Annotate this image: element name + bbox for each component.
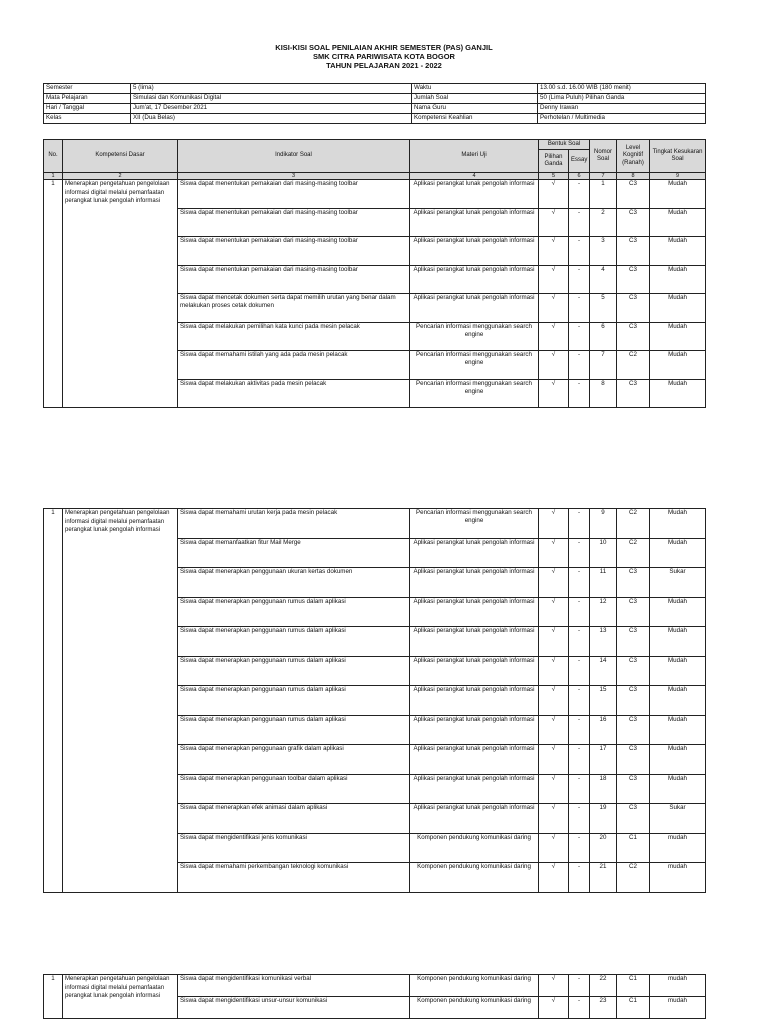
col-num: 1 xyxy=(44,173,63,180)
tingkat-kesukaran: Mudah xyxy=(650,656,706,686)
materi-uji: Aplikasi perangkat lunak pengolah informasi xyxy=(410,715,539,745)
nomor-soal: 17 xyxy=(590,745,617,775)
level-kognitif: C3 xyxy=(617,745,650,775)
level-kognitif: C3 xyxy=(617,379,650,408)
pilihan-ganda: √ xyxy=(539,237,569,266)
pilihan-ganda: √ xyxy=(539,208,569,237)
pilihan-ganda: √ xyxy=(539,975,569,997)
essay: - xyxy=(569,237,590,266)
materi-uji: Aplikasi perangkat lunak pengolah informasi xyxy=(410,208,539,237)
col-num: 4 xyxy=(410,173,539,180)
info-value: 5 (lima) xyxy=(131,84,412,94)
indikator-soal: Siswa dapat mengidentifikasi unsur-unsur komunikasi xyxy=(178,997,410,1019)
info-label: Kelas xyxy=(44,114,131,124)
nomor-soal: 23 xyxy=(590,997,617,1019)
info-label: Kompetensi Keahlian xyxy=(412,114,538,124)
nomor-soal: 12 xyxy=(590,597,617,627)
indikator-soal: Siswa dapat menentukan pemakaian dari masing-masing toolbar xyxy=(178,237,410,266)
materi-uji: Aplikasi perangkat lunak pengolah informasi xyxy=(410,538,539,568)
indikator-soal: Siswa dapat memahami istilah yang ada pada mesin pelacak xyxy=(178,351,410,380)
essay: - xyxy=(569,975,590,997)
materi-uji: Aplikasi perangkat lunak pengolah informasi xyxy=(410,774,539,804)
table-row xyxy=(44,975,706,997)
level-kognitif: C3 xyxy=(617,237,650,266)
info-label: Hari / Tanggal xyxy=(44,104,131,114)
nomor-soal: 8 xyxy=(590,379,617,408)
indikator-soal: Siswa dapat menerapkan penggunaan rumus dalam aplikasi xyxy=(178,715,410,745)
col-num: 3 xyxy=(178,173,410,180)
col-essay: Essay xyxy=(569,150,590,173)
essay: - xyxy=(569,294,590,323)
nomor-soal: 2 xyxy=(590,208,617,237)
essay: - xyxy=(569,180,590,209)
indikator-soal: Siswa dapat melakukan aktivitas pada mesin pelacak xyxy=(178,379,410,408)
tingkat-kesukaran: Mudah xyxy=(650,351,706,380)
tingkat-kesukaran: mudah xyxy=(650,975,706,997)
info-value: Simulasi dan Komunikasi Digital xyxy=(131,94,412,104)
materi-uji: Pencarian informasi menggunakan search engine xyxy=(410,379,539,408)
tingkat-kesukaran: Mudah xyxy=(650,538,706,568)
info-label: Nama Guru xyxy=(412,104,538,114)
school-year: TAHUN PELAJARAN 2021 - 2022 xyxy=(326,61,442,70)
table-row xyxy=(44,509,706,539)
materi-uji: Komponen pendukung komunikasi daring xyxy=(410,863,539,893)
essay: - xyxy=(569,997,590,1019)
pilihan-ganda: √ xyxy=(539,656,569,686)
kisi-table-3 xyxy=(43,974,706,1019)
pilihan-ganda: √ xyxy=(539,627,569,657)
col-bentuk: Bentuk Soal xyxy=(539,140,590,150)
nomor-soal: 16 xyxy=(590,715,617,745)
col-kd: Kompetensi Dasar xyxy=(63,140,178,173)
nomor-soal: 6 xyxy=(590,322,617,351)
col-tingkat: Tingkat Kesukaran Soal xyxy=(650,140,706,173)
info-row xyxy=(44,84,706,94)
level-kognitif: C3 xyxy=(617,568,650,598)
tingkat-kesukaran: Mudah xyxy=(650,237,706,266)
pilihan-ganda: √ xyxy=(539,568,569,598)
indikator-soal: Siswa dapat memanfaatkan fitur Mail Merge xyxy=(178,538,410,568)
essay: - xyxy=(569,379,590,408)
pilihan-ganda: √ xyxy=(539,804,569,834)
level-kognitif: C3 xyxy=(617,597,650,627)
nomor-soal: 11 xyxy=(590,568,617,598)
materi-uji: Aplikasi perangkat lunak pengolah informasi xyxy=(410,597,539,627)
level-kognitif: C1 xyxy=(617,833,650,863)
essay: - xyxy=(569,774,590,804)
essay: - xyxy=(569,538,590,568)
level-kognitif: C3 xyxy=(617,180,650,209)
level-kognitif: C1 xyxy=(617,975,650,997)
materi-uji: Aplikasi perangkat lunak pengolah informasi xyxy=(410,745,539,775)
materi-uji: Komponen pendukung komunikasi daring xyxy=(410,997,539,1019)
pilihan-ganda: √ xyxy=(539,997,569,1019)
level-kognitif: C3 xyxy=(617,208,650,237)
nomor-soal: 4 xyxy=(590,265,617,294)
level-kognitif: C2 xyxy=(617,538,650,568)
level-kognitif: C3 xyxy=(617,804,650,834)
essay: - xyxy=(569,597,590,627)
level-kognitif: C1 xyxy=(617,997,650,1019)
nomor-soal: 10 xyxy=(590,538,617,568)
pilihan-ganda: √ xyxy=(539,180,569,209)
indikator-soal: Siswa dapat menerapkan penggunaan rumus dalam aplikasi xyxy=(178,656,410,686)
level-kognitif: C3 xyxy=(617,656,650,686)
indikator-soal: Siswa dapat mengidentifikasi jenis komunikasi xyxy=(178,833,410,863)
col-num: 8 xyxy=(617,173,650,180)
essay: - xyxy=(569,509,590,539)
pilihan-ganda: √ xyxy=(539,294,569,323)
tingkat-kesukaran: Mudah xyxy=(650,294,706,323)
tingkat-kesukaran: Mudah xyxy=(650,322,706,351)
pilihan-ganda: √ xyxy=(539,265,569,294)
tingkat-kesukaran: mudah xyxy=(650,997,706,1019)
indikator-soal: Siswa dapat menerapkan penggunaan rumus dalam aplikasi xyxy=(178,597,410,627)
tingkat-kesukaran: Sukar xyxy=(650,568,706,598)
materi-uji: Pencarian informasi menggunakan search engine xyxy=(410,509,539,539)
indikator-soal: Siswa dapat menerapkan efek animasi dalam aplikasi xyxy=(178,804,410,834)
tingkat-kesukaran: Mudah xyxy=(650,509,706,539)
nomor-soal: 18 xyxy=(590,774,617,804)
nomor-soal: 20 xyxy=(590,833,617,863)
essay: - xyxy=(569,265,590,294)
nomor-soal: 19 xyxy=(590,804,617,834)
tingkat-kesukaran: Mudah xyxy=(650,265,706,294)
info-value: XII (Dua Belas) xyxy=(131,114,412,124)
essay: - xyxy=(569,863,590,893)
row-no: 1 xyxy=(44,975,63,1019)
info-value: Denny Irawan xyxy=(538,104,706,114)
indikator-soal: Siswa dapat menentukan pemakaian dari masing-masing toolbar xyxy=(178,180,410,209)
indikator-soal: Siswa dapat menerapkan penggunaan rumus dalam aplikasi xyxy=(178,627,410,657)
info-value: Jum'at, 17 Desember 2021 xyxy=(131,104,412,114)
tingkat-kesukaran: Mudah xyxy=(650,715,706,745)
col-pg: Pilihan Ganda xyxy=(539,150,569,173)
col-no: No. xyxy=(44,140,63,173)
materi-uji: Aplikasi perangkat lunak pengolah informasi xyxy=(410,804,539,834)
pilihan-ganda: √ xyxy=(539,863,569,893)
info-value: 13.00 s.d. 16.00 WIB (180 menit) xyxy=(538,84,706,94)
indikator-soal: Siswa dapat melakukan pemilihan kata kunci pada mesin pelacak xyxy=(178,322,410,351)
pilihan-ganda: √ xyxy=(539,774,569,804)
essay: - xyxy=(569,715,590,745)
tingkat-kesukaran: Mudah xyxy=(650,208,706,237)
info-row xyxy=(44,114,706,124)
level-kognitif: C3 xyxy=(617,294,650,323)
col-num: 6 xyxy=(569,173,590,180)
row-no: 1 xyxy=(44,509,63,893)
pilihan-ganda: √ xyxy=(539,833,569,863)
essay: - xyxy=(569,804,590,834)
doc-title: KISI-KISI SOAL PENILAIAN AKHIR SEMESTER (PAS) GANJIL xyxy=(275,43,493,52)
col-num: 5 xyxy=(539,173,569,180)
tingkat-kesukaran: mudah xyxy=(650,833,706,863)
essay: - xyxy=(569,745,590,775)
level-kognitif: C3 xyxy=(617,686,650,716)
tingkat-kesukaran: Mudah xyxy=(650,627,706,657)
materi-uji: Pencarian informasi menggunakan search engine xyxy=(410,322,539,351)
kompetensi-dasar: Menerapkan pengetahuan pengelolaan informasi digital melalui pemanfaatan perangkat lunak pengolah informasi xyxy=(63,180,178,408)
materi-uji: Aplikasi perangkat lunak pengolah informasi xyxy=(410,237,539,266)
table-row xyxy=(44,180,706,209)
level-kognitif: C2 xyxy=(617,351,650,380)
nomor-soal: 1 xyxy=(590,180,617,209)
essay: - xyxy=(569,208,590,237)
materi-uji: Aplikasi perangkat lunak pengolah informasi xyxy=(410,686,539,716)
pilihan-ganda: √ xyxy=(539,715,569,745)
nomor-soal: 5 xyxy=(590,294,617,323)
col-nomor: Nomor Soal xyxy=(590,140,617,173)
nomor-soal: 3 xyxy=(590,237,617,266)
indikator-soal: Siswa dapat menentukan pemakaian dari masing-masing toolbar xyxy=(178,208,410,237)
col-num: 9 xyxy=(650,173,706,180)
info-label: Semester xyxy=(44,84,131,94)
tingkat-kesukaran: mudah xyxy=(650,863,706,893)
col-level: Level Kognitif (Ranah) xyxy=(617,140,650,173)
info-value: 50 (Lima Puluh) Pilihan Ganda xyxy=(538,94,706,104)
kisi-table-1 xyxy=(43,139,706,408)
nomor-soal: 9 xyxy=(590,509,617,539)
info-row xyxy=(44,104,706,114)
indikator-soal: Siswa dapat menerapkan penggunaan grafik dalam aplikasi xyxy=(178,745,410,775)
indikator-soal: Siswa dapat menerapkan penggunaan ukuran kertas dokumen xyxy=(178,568,410,598)
indikator-soal: Siswa dapat mencetak dokumen serta dapat memilih urutan yang benar dalam melakukan proses cetak dokumen xyxy=(178,294,410,323)
pilihan-ganda: √ xyxy=(539,597,569,627)
pilihan-ganda: √ xyxy=(539,379,569,408)
materi-uji: Pencarian informasi menggunakan search engine xyxy=(410,351,539,380)
essay: - xyxy=(569,322,590,351)
pilihan-ganda: √ xyxy=(539,322,569,351)
materi-uji: Aplikasi perangkat lunak pengolah informasi xyxy=(410,265,539,294)
info-label: Jumlah Soal xyxy=(412,94,538,104)
pilihan-ganda: √ xyxy=(539,538,569,568)
materi-uji: Aplikasi perangkat lunak pengolah informasi xyxy=(410,627,539,657)
essay: - xyxy=(569,656,590,686)
indikator-soal: Siswa dapat memahami perkembangan teknologi komunikasi xyxy=(178,863,410,893)
tingkat-kesukaran: Mudah xyxy=(650,379,706,408)
essay: - xyxy=(569,627,590,657)
level-kognitif: C3 xyxy=(617,715,650,745)
info-row xyxy=(44,94,706,104)
essay: - xyxy=(569,568,590,598)
nomor-soal: 21 xyxy=(590,863,617,893)
nomor-soal: 13 xyxy=(590,627,617,657)
indikator-soal: Siswa dapat mengidentifikasi komunikasi verbal xyxy=(178,975,410,997)
essay: - xyxy=(569,351,590,380)
kompetensi-dasar: Menerapkan pengetahuan pengelolaan informasi digital melalui pemanfaatan perangkat lunak pengolah informasi xyxy=(63,509,178,893)
level-kognitif: C3 xyxy=(617,627,650,657)
tingkat-kesukaran: Mudah xyxy=(650,597,706,627)
pilihan-ganda: √ xyxy=(539,686,569,716)
indikator-soal: Siswa dapat menerapkan penggunaan rumus dalam aplikasi xyxy=(178,686,410,716)
nomor-soal: 22 xyxy=(590,975,617,997)
materi-uji: Aplikasi perangkat lunak pengolah informasi xyxy=(410,294,539,323)
materi-uji: Aplikasi perangkat lunak pengolah informasi xyxy=(410,180,539,209)
essay: - xyxy=(569,686,590,716)
tingkat-kesukaran: Mudah xyxy=(650,686,706,716)
col-num: 7 xyxy=(590,173,617,180)
tingkat-kesukaran: Mudah xyxy=(650,180,706,209)
pilihan-ganda: √ xyxy=(539,351,569,380)
info-label: Waktu xyxy=(412,84,538,94)
materi-uji: Komponen pendukung komunikasi daring xyxy=(410,975,539,997)
indikator-soal: Siswa dapat menerapkan penggunaan toolbar dalam aplikasi xyxy=(178,774,410,804)
materi-uji: Aplikasi perangkat lunak pengolah informasi xyxy=(410,568,539,598)
indikator-soal: Siswa dapat memahami urutan kerja pada mesin pelacak xyxy=(178,509,410,539)
nomor-soal: 14 xyxy=(590,656,617,686)
level-kognitif: C2 xyxy=(617,509,650,539)
level-kognitif: C2 xyxy=(617,863,650,893)
level-kognitif: C3 xyxy=(617,265,650,294)
tingkat-kesukaran: Mudah xyxy=(650,745,706,775)
school-name: SMK CITRA PARIWISATA KOTA BOGOR xyxy=(313,52,455,61)
row-no: 1 xyxy=(44,180,63,408)
tingkat-kesukaran: Mudah xyxy=(650,774,706,804)
info-table xyxy=(43,83,706,124)
kompetensi-dasar: Menerapkan pengetahuan pengelolaan informasi digital melalui pemanfaatan perangkat lunak pengolah informasi xyxy=(63,975,178,1019)
info-value: Perhotelan / Multimedia xyxy=(538,114,706,124)
tingkat-kesukaran: Sukar xyxy=(650,804,706,834)
essay: - xyxy=(569,833,590,863)
col-materi: Materi Uji xyxy=(410,140,539,173)
indikator-soal: Siswa dapat menentukan pemakaian dari masing-masing toolbar xyxy=(178,265,410,294)
nomor-soal: 15 xyxy=(590,686,617,716)
materi-uji: Komponen pendukung komunikasi daring xyxy=(410,833,539,863)
pilihan-ganda: √ xyxy=(539,745,569,775)
info-label: Mata Pelajaran xyxy=(44,94,131,104)
pilihan-ganda: √ xyxy=(539,509,569,539)
nomor-soal: 7 xyxy=(590,351,617,380)
level-kognitif: C3 xyxy=(617,774,650,804)
col-indikator: Indikator Soal xyxy=(178,140,410,173)
col-num: 2 xyxy=(63,173,178,180)
level-kognitif: C3 xyxy=(617,322,650,351)
kisi-table-2 xyxy=(43,508,706,893)
materi-uji: Aplikasi perangkat lunak pengolah informasi xyxy=(410,656,539,686)
